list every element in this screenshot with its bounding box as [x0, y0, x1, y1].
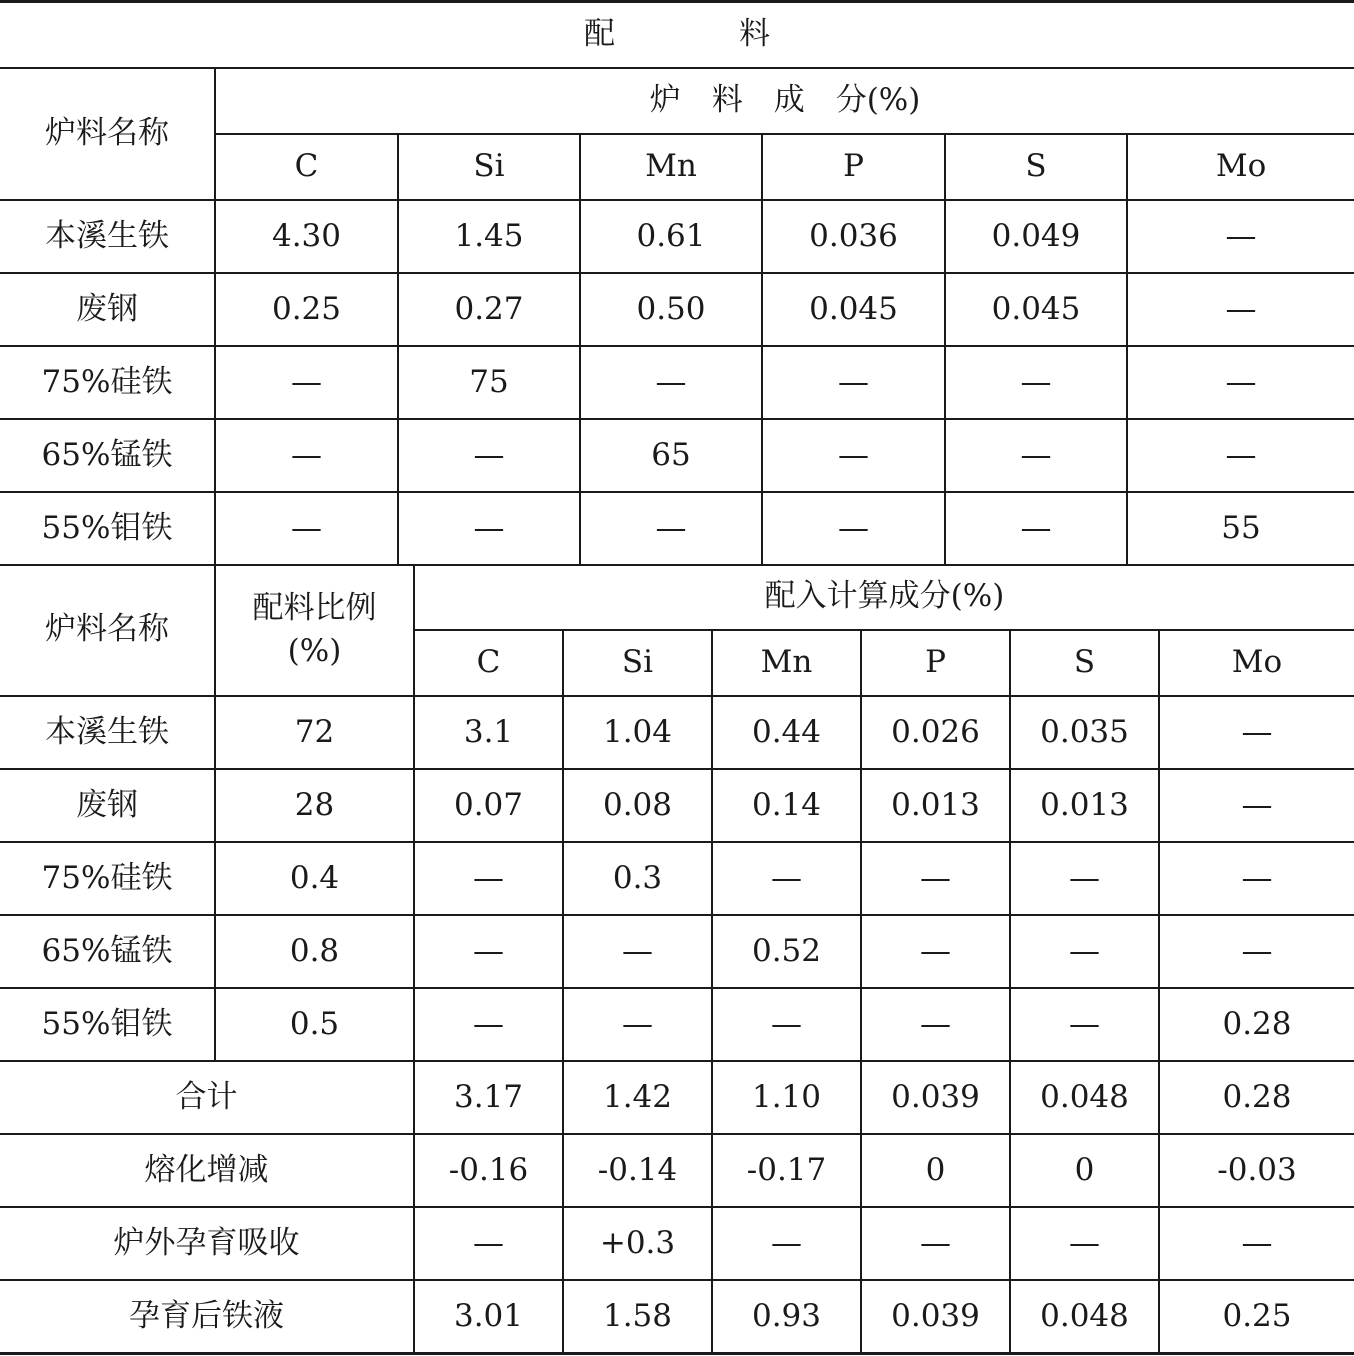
table-cell: 0.93	[712, 1280, 861, 1354]
table-cell: 1.58	[563, 1280, 712, 1354]
table-cell: —	[945, 492, 1127, 565]
charge-name: 55%钼铁	[0, 492, 215, 565]
table-cell: —	[762, 419, 945, 492]
column-header: Mo	[1127, 134, 1354, 200]
table-row	[0, 696, 1354, 769]
table-cell: —	[861, 1207, 1010, 1280]
table-cell: 0.28	[1159, 988, 1354, 1061]
ratio-cell: 72	[215, 696, 414, 769]
table-cell: —	[580, 346, 762, 419]
charge-name: 65%锰铁	[0, 419, 215, 492]
summary-label: 合计	[0, 1061, 414, 1134]
table-cell: —	[580, 492, 762, 565]
table-cell: 55	[1127, 492, 1354, 565]
table-cell: 0.50	[580, 273, 762, 346]
table-cell: 0.045	[762, 273, 945, 346]
charge-name-header: 炉料名称	[0, 565, 215, 696]
table-cell: —	[1159, 696, 1354, 769]
table-cell: —	[414, 1207, 563, 1280]
table-cell: —	[762, 346, 945, 419]
table-cell: —	[1159, 769, 1354, 842]
summary-label: 熔化增减	[0, 1134, 414, 1207]
column-header: C	[215, 134, 398, 200]
table-cell: 0.28	[1159, 1061, 1354, 1134]
table-cell: —	[712, 1207, 861, 1280]
table-cell: —	[712, 988, 861, 1061]
table-cell: -0.17	[712, 1134, 861, 1207]
table-cell: —	[398, 492, 580, 565]
table-cell: 0.25	[1159, 1280, 1354, 1354]
table-cell: —	[762, 492, 945, 565]
table-cell: —	[215, 346, 398, 419]
table-cell: 0.048	[1010, 1280, 1159, 1354]
table-cell: —	[1159, 915, 1354, 988]
ratio-cell: 0.5	[215, 988, 414, 1061]
charge-name: 75%硅铁	[0, 346, 215, 419]
table-cell: —	[215, 419, 398, 492]
table-cell: 0.07	[414, 769, 563, 842]
table-cell: —	[861, 842, 1010, 915]
charge-name-header: 炉料名称	[0, 68, 215, 200]
table-cell: 0.039	[861, 1061, 1010, 1134]
column-header: S	[945, 134, 1127, 200]
table-cell: —	[414, 915, 563, 988]
table-cell: 0.039	[861, 1280, 1010, 1354]
table-cell: 0.3	[563, 842, 712, 915]
table-cell: —	[563, 915, 712, 988]
table-cell: 0.049	[945, 200, 1127, 273]
column-header: Mo	[1159, 630, 1354, 696]
table-cell: +0.3	[563, 1207, 712, 1280]
table-cell: —	[215, 492, 398, 565]
table-cell: 65	[580, 419, 762, 492]
table-cell: —	[1010, 1207, 1159, 1280]
table-cell: —	[861, 988, 1010, 1061]
table-cell: —	[563, 988, 712, 1061]
table-cell: —	[1127, 419, 1354, 492]
table-cell: 1.45	[398, 200, 580, 273]
table-cell: 0.61	[580, 200, 762, 273]
column-header: S	[1010, 630, 1159, 696]
summary-label: 孕育后铁液	[0, 1280, 414, 1354]
table-cell: 3.1	[414, 696, 563, 769]
table-row	[0, 492, 1354, 565]
table-cell: —	[945, 419, 1127, 492]
table-cell: 0.048	[1010, 1061, 1159, 1134]
column-header: Si	[398, 134, 580, 200]
charge-name: 废钢	[0, 273, 215, 346]
table-row	[0, 988, 1354, 1061]
table-cell: 0.035	[1010, 696, 1159, 769]
ratio-cell: 0.4	[215, 842, 414, 915]
summary-row	[0, 1207, 1354, 1280]
table-row	[0, 915, 1354, 988]
calculated-composition-table	[0, 565, 1354, 1355]
charge-composition-table	[0, 0, 1354, 566]
table-cell: 3.01	[414, 1280, 563, 1354]
table-cell: 0.013	[1010, 769, 1159, 842]
summary-label: 炉外孕育吸收	[0, 1207, 414, 1280]
table-cell: 0.045	[945, 273, 1127, 346]
column-header: Si	[563, 630, 712, 696]
table-cell: 0	[861, 1134, 1010, 1207]
table-cell: 3.17	[414, 1061, 563, 1134]
table-cell: —	[1127, 200, 1354, 273]
column-header: Mn	[712, 630, 861, 696]
charge-name: 本溪生铁	[0, 200, 215, 273]
table-cell: 0.27	[398, 273, 580, 346]
column-header: P	[762, 134, 945, 200]
table-row	[0, 200, 1354, 273]
calculated-group-header: 配入计算成分(%)	[414, 565, 1354, 630]
table-cell: 75	[398, 346, 580, 419]
table-cell: —	[414, 988, 563, 1061]
column-header: P	[861, 630, 1010, 696]
table-cell: 0.036	[762, 200, 945, 273]
composition-group-header: 炉 料 成 分(%)	[215, 68, 1354, 134]
table-cell: 1.10	[712, 1061, 861, 1134]
ratio-cell: 0.8	[215, 915, 414, 988]
table-cell: —	[398, 419, 580, 492]
table-title: 配 料	[0, 2, 1354, 69]
table-cell: 1.42	[563, 1061, 712, 1134]
table-row	[0, 346, 1354, 419]
charge-name: 75%硅铁	[0, 842, 215, 915]
table-cell: —	[861, 915, 1010, 988]
ratio-header-line1: 配料比例	[252, 589, 377, 626]
table-cell: 0.25	[215, 273, 398, 346]
table-cell: 0.026	[861, 696, 1010, 769]
table-cell: 1.04	[563, 696, 712, 769]
table-cell: -0.14	[563, 1134, 712, 1207]
table-cell: —	[1010, 988, 1159, 1061]
table-cell: —	[1127, 346, 1354, 419]
table-cell: -0.16	[414, 1134, 563, 1207]
ratio-header	[215, 565, 414, 696]
ratio-cell: 28	[215, 769, 414, 842]
table-row	[0, 769, 1354, 842]
table-cell: —	[1127, 273, 1354, 346]
table-cell: —	[712, 842, 861, 915]
summary-row	[0, 1134, 1354, 1207]
table-cell: 0.44	[712, 696, 861, 769]
table-row	[0, 273, 1354, 346]
table-cell: 0	[1010, 1134, 1159, 1207]
table-cell: 0.14	[712, 769, 861, 842]
summary-row	[0, 1061, 1354, 1134]
table-cell: —	[1159, 842, 1354, 915]
charge-name: 55%钼铁	[0, 988, 215, 1061]
charge-name: 65%锰铁	[0, 915, 215, 988]
table-cell: 0.013	[861, 769, 1010, 842]
table-cell: —	[414, 842, 563, 915]
column-header: C	[414, 630, 563, 696]
summary-row	[0, 1280, 1354, 1354]
table-cell: —	[1159, 1207, 1354, 1280]
ratio-header-line2: (%)	[287, 633, 342, 669]
table-cell: —	[1010, 915, 1159, 988]
table-cell: 0.08	[563, 769, 712, 842]
column-header: Mn	[580, 134, 762, 200]
charge-name: 本溪生铁	[0, 696, 215, 769]
table-row	[0, 419, 1354, 492]
charge-name: 废钢	[0, 769, 215, 842]
table-cell: 4.30	[215, 200, 398, 273]
table-row	[0, 842, 1354, 915]
table-cell: —	[1010, 842, 1159, 915]
table-cell: —	[945, 346, 1127, 419]
table-cell: -0.03	[1159, 1134, 1354, 1207]
table-cell: 0.52	[712, 915, 861, 988]
